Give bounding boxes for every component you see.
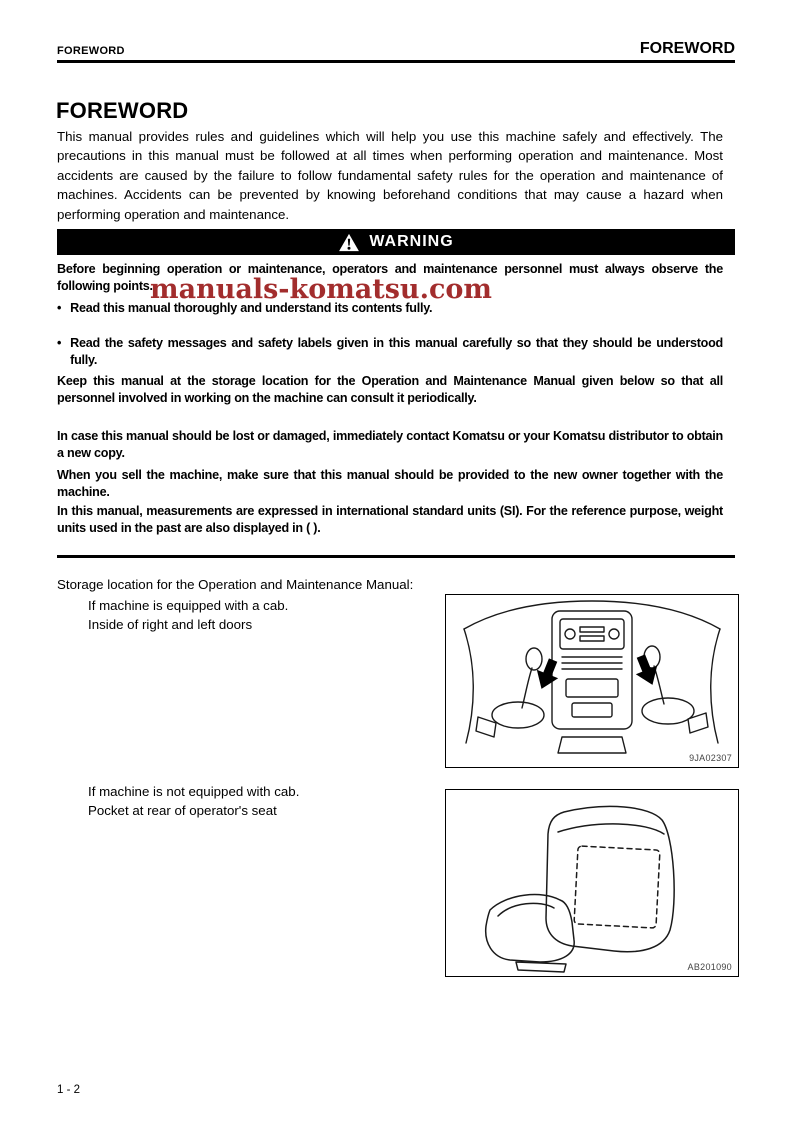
warning-label: WARNING bbox=[369, 233, 454, 250]
figure-code: AB201090 bbox=[687, 962, 732, 972]
warning-paragraph: Keep this manual at the storage location for the Operation and Maintenance Manual given below so that all personnel involved in working on the machine can consult it periodically. bbox=[57, 374, 723, 405]
list-item bbox=[57, 335, 723, 369]
warning-banner bbox=[57, 229, 735, 255]
warning-paragraph: In case this manual should be lost or damaged, immediately contact Komatsu or your Komatsu distributor to obtain a new copy. bbox=[57, 429, 723, 460]
figure-code: 9JA02307 bbox=[689, 753, 732, 763]
header-rule bbox=[57, 60, 735, 63]
warning-lead-text: Before beginning operation or maintenance, operators and maintenance personnel must always observe the following points. bbox=[57, 262, 723, 293]
cab-interior-drawing bbox=[446, 595, 738, 767]
operator-seat-drawing bbox=[446, 790, 738, 976]
storage-nocab-line1: If machine is not equipped with cab. bbox=[88, 784, 300, 799]
page-title: FOREWORD bbox=[56, 98, 189, 123]
warning-paragraph: In this manual, measurements are expressed in international standard units (SI). For the reference purpose, weight units used in the past are also displayed in ( ). bbox=[57, 504, 723, 535]
running-header-right: FOREWORD bbox=[639, 40, 735, 57]
bullet-text: • Read this manual thoroughly and understand its contents fully. bbox=[70, 301, 433, 315]
bullet-text: • Read the safety messages and safety labels given in this manual carefully so that they should be understood fully. bbox=[70, 336, 723, 367]
page-number: 1 - 2 bbox=[57, 1084, 81, 1096]
storage-cab-line1: If machine is equipped with a cab. bbox=[88, 598, 289, 613]
storage-cab-line2: Inside of right and left doors bbox=[88, 617, 253, 632]
intro-paragraph: This manual provides rules and guidelines which will help you use this machine safely and effectively. The precautions in this manual must be followed at all times when performing operation and maintenance. Most accidents are caused by the failure to follow fundamental safety rules for the operation and maintenance of machines. Accidents can be prevented by knowing beforehand conditions that may cause a hazard when performing operation and maintenance. bbox=[57, 129, 723, 222]
storage-heading: Storage location for the Operation and Maintenance Manual: bbox=[57, 577, 414, 592]
running-header-left: FOREWORD bbox=[57, 45, 125, 57]
warning-paragraph: When you sell the machine, make sure that this manual should be provided to the new owner together with the machine. bbox=[57, 468, 723, 499]
figure-cab-interior bbox=[445, 594, 739, 768]
figure-operator-seat bbox=[445, 789, 739, 977]
storage-nocab-line2: Pocket at rear of operator's seat bbox=[88, 803, 277, 818]
section-rule bbox=[57, 555, 735, 558]
warning-triangle-icon bbox=[338, 233, 360, 252]
watermark: manuals-komatsu.com bbox=[150, 274, 492, 305]
